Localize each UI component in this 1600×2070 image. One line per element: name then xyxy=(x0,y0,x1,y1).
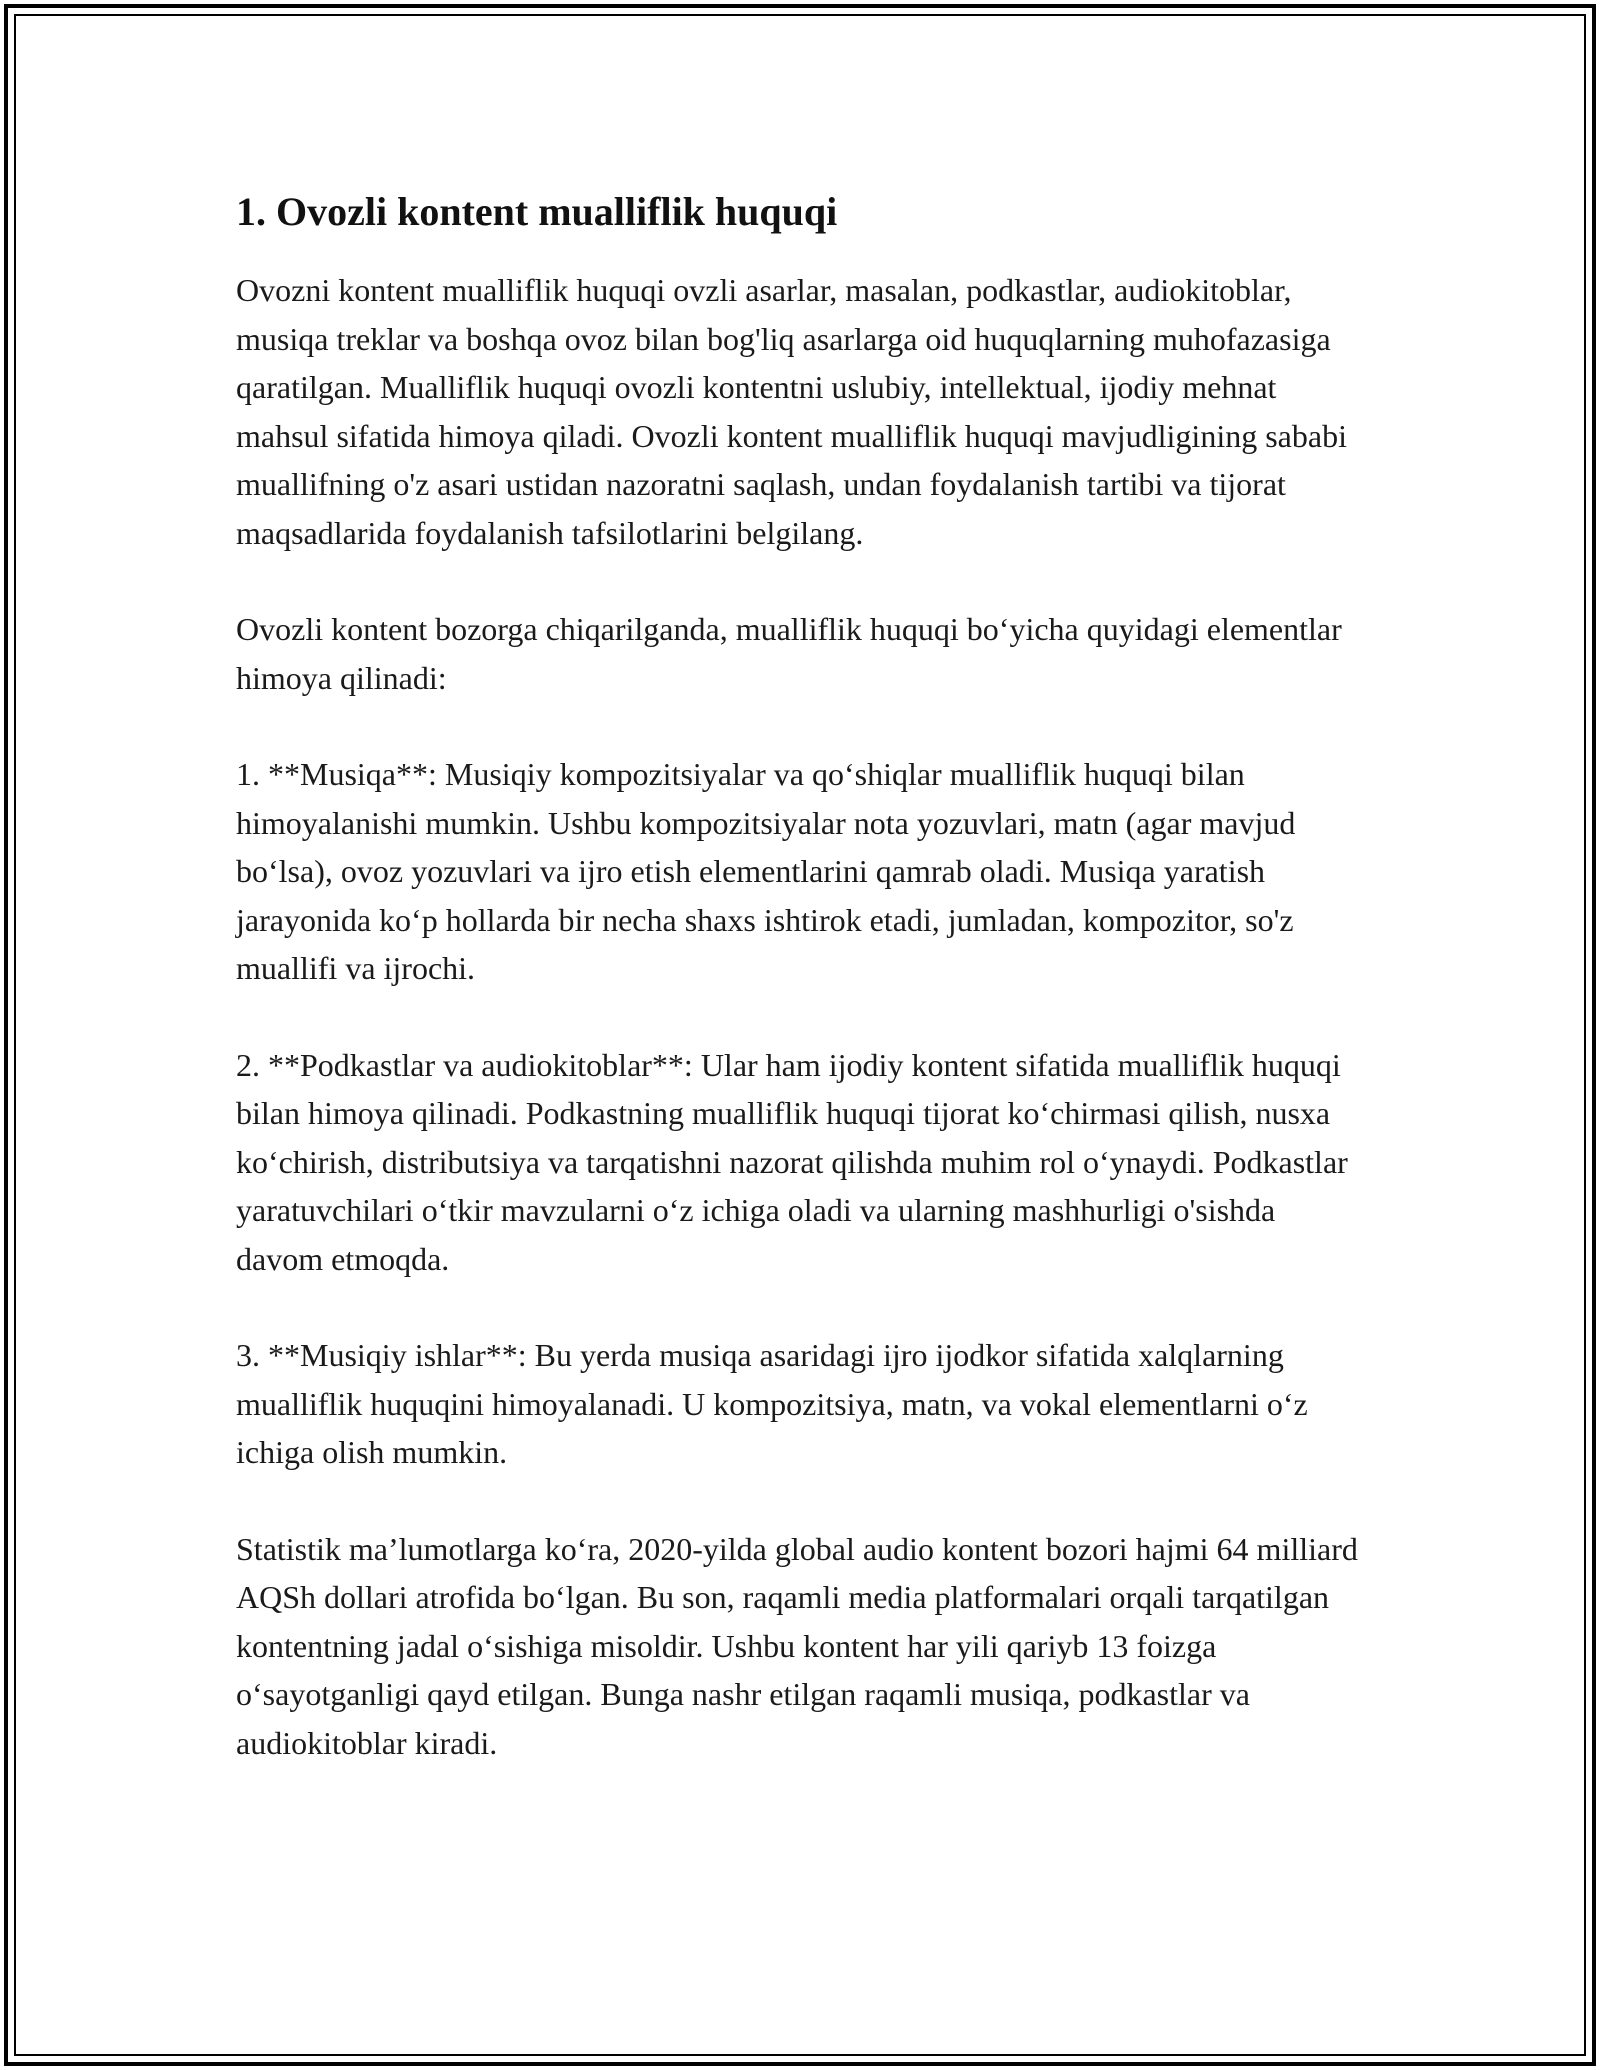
paragraph-intro: Ovozni kontent mualliflik huquqi ovzli asarlar, masalan, podkastlar, audiokitoblar, musiqa treklar va boshqa ovoz bilan bog'liq asarlarga oid huquqlarning muhofazasiga qaratilgan. Mualliflik huquqi ovozli kontentni uslubiy, intellektual, ijodiy mehnat mahsul sifatida himoya qiladi. Ovozli kontent mualliflik huquqi mavjudligining sababi muallifning o'z asari ustidan nazoratni saqlash, undan foydalanish tartibi va tijorat maqsadlarida foydalanish tafsilotlarini belgilang. xyxy=(236,272,1347,551)
paragraph-item-music: 1. **Musiqa**: Musiqiy kompozitsiyalar va qoʻshiqlar mualliflik huquqi bilan himoyalanishi mumkin. Ushbu kompozitsiyalar nota yozuvlari, matn (agar mavjud boʻlsa), ovoz yozuvlari va ijro etish elementlarini qamrab oladi. Musiqa yaratish jarayonida koʻp hollarda bir necha shaxs ishtirok etadi, jumladan, kompozitor, so'z muallifi va ijrochi. xyxy=(236,756,1296,986)
document-body xyxy=(236,186,1366,1815)
paragraph-protected-elements: Ovozli kontent bozorga chiqarilganda, mualliflik huquqi boʻyicha quyidagi elementlar himoya qilinadi: xyxy=(236,611,1342,696)
paragraph-item-musical-works: 3. **Musiqiy ishlar**: Bu yerda musiqa asaridagi ijro ijodkor sifatida xalqlarning mualliflik huquqini himoyalanadi. U kompozitsiya, matn, va vokal elementlarni oʻz ichiga olish mumkin. xyxy=(236,1337,1308,1470)
section-heading: 1. Ovozli kontent mualliflik huquqi xyxy=(236,189,838,234)
paragraph-statistics: Statistik maʼlumotlarga koʻra, 2020-yilda global audio kontent bozori hajmi 64 milliard AQSh dollari atrofida boʻlgan. Bu son, raqamli media platformalari orqali tarqatilgan kontentning jadal oʻsishiga misoldir. Ushbu kontent har yili qariyb 13 foizga oʻsayotganligi qayd etilgan. Bunga nashr etilgan raqamli musiqa, podkastlar va audiokitoblar kiradi. xyxy=(236,1530,1358,1761)
paragraph-item-podcasts: 2. **Podkastlar va audiokitoblar**: Ular ham ijodiy kontent sifatida mualliflik huquqi bilan himoya qilinadi. Podkastning mualliflik huquqi tijorat koʻchirmasi qilish, nusxa koʻchirish, distributsiya va tarqatishni nazorat qilishda muhim rol oʻynaydi. Podkastlar yaratuvchilari oʻtkir mavzularni oʻz ichiga oladi va ularning mashhurligi o'sishda davom etmoqda. xyxy=(236,1046,1348,1277)
